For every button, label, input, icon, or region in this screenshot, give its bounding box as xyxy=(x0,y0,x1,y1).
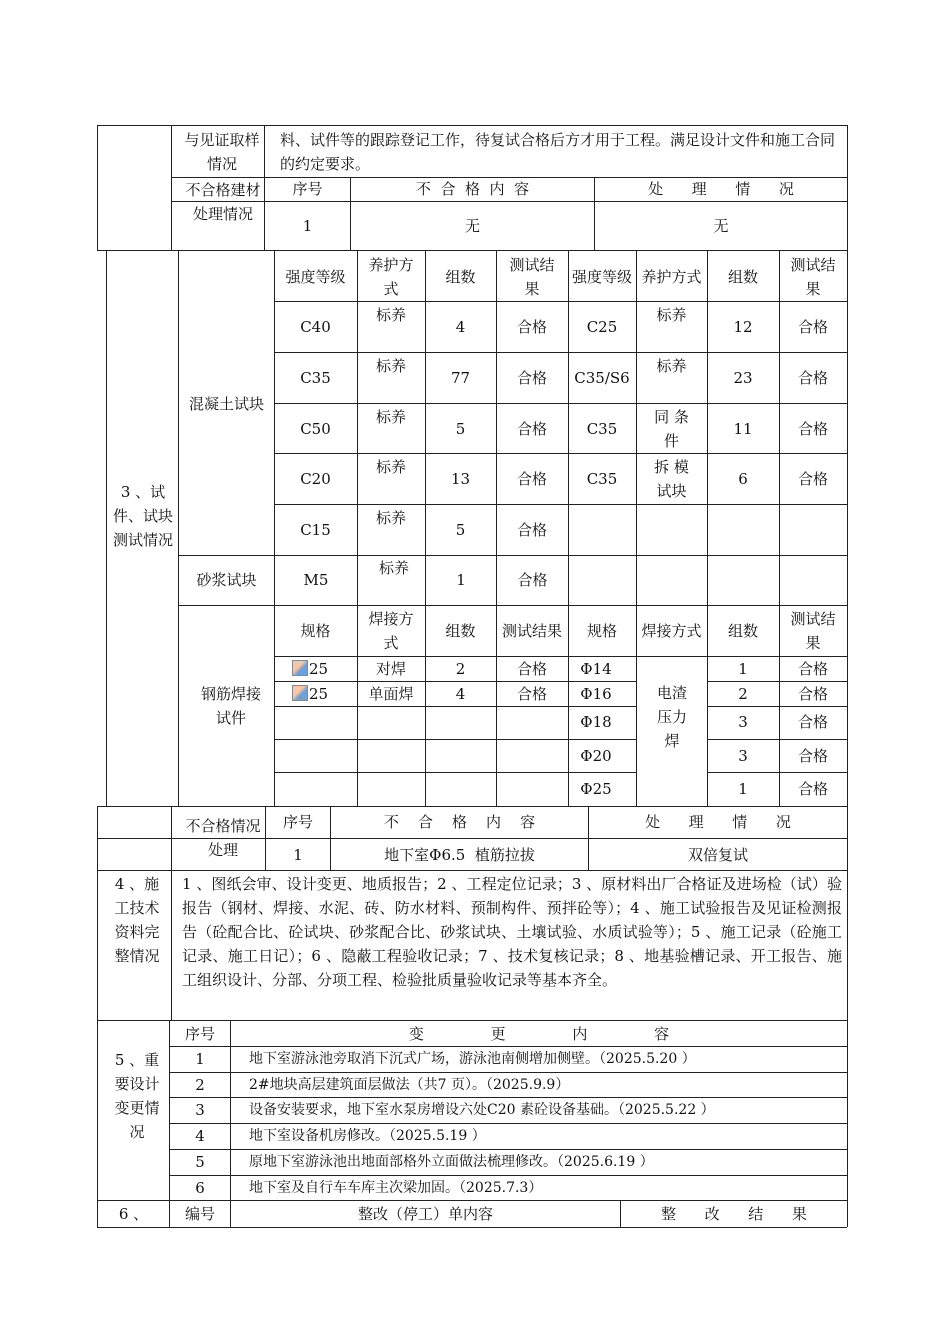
s1-header-handling: 处 理 情 况 xyxy=(648,180,794,198)
concrete-cell-0-3: 合格 xyxy=(516,318,547,336)
mortar-grade: M5 xyxy=(303,571,329,589)
nc-header-content: 不 合 格 内 容 xyxy=(383,813,536,831)
s5-header-content: 变 更 内 容 xyxy=(408,1025,670,1043)
weld-header-2: 组数 xyxy=(445,622,476,640)
s1-row-handling: 无 xyxy=(713,217,729,235)
concrete-cell-2-0: C50 xyxy=(300,420,331,438)
rebar-weld-label: 钢筋焊接试件 xyxy=(200,685,261,727)
concrete-header-1: 养护方式 xyxy=(368,256,414,298)
weld-left-spec-value: 25 xyxy=(309,660,329,678)
design-change-content-4: 原地下室游泳池出地面部格外立面做法梳理修改。（2025.6.19 ） xyxy=(249,1154,654,1170)
weld-right-groups-1: 2 xyxy=(738,685,748,703)
concrete-curing-2-5: 同 条件 xyxy=(654,408,689,450)
tech-docs-text: 1 、图纸会审、设计变更、地质报告；2 、工程定位记录；3 、原材料出厂合格证及进场检（试）验报告（钢材、焊接、水泥、砖、防水材料、预制构件、预拌砼等）；4 、施工试验报告及见证检测报告（砼配合比、砼试块、砂浆配合比、砂浆试块、土壤试验、水质试验等）；5 、施工记录（砼施工记录、施工日记）；6 、隐蔽工程验收记录；7 、技术复核记录；8 、地基验槽记录、开工报告、施工组织设计、分部、分项工程、检验批质量验收记录等基本齐全。 xyxy=(182,875,842,989)
concrete-cell-3-4: C35 xyxy=(586,470,618,488)
concrete-curing-0-1: 标养 xyxy=(375,306,406,324)
nc-header-handling: 处 理 情 况 xyxy=(645,813,791,831)
concrete-cell-0-6: 12 xyxy=(733,318,753,336)
concrete-header-2: 组数 xyxy=(445,268,476,286)
weld-right-result-3: 合格 xyxy=(797,747,828,765)
weld-right-result-2: 合格 xyxy=(797,713,828,731)
concrete-header-7: 测试结果 xyxy=(790,256,836,298)
weld-left-cell-0-2: 2 xyxy=(455,660,466,678)
weld-left-spec-1 xyxy=(292,682,328,706)
concrete-cell-4-2: 5 xyxy=(455,521,466,539)
concrete-cell-2-4: C35 xyxy=(586,420,618,438)
concrete-curing-3-5: 拆 模试块 xyxy=(654,458,689,500)
s5-header-no: 序号 xyxy=(184,1025,215,1043)
concrete-cell-1-4: C35/S6 xyxy=(574,369,630,387)
mortar-block-label: 砂浆试块 xyxy=(196,571,257,589)
concrete-header-0: 强度等级 xyxy=(285,268,346,286)
tech-docs-section-label: 4 、施工技术资料完整情况 xyxy=(114,875,160,965)
weld-right-groups-2: 3 xyxy=(738,713,748,731)
weld-right-spec-0: Φ14 xyxy=(580,660,612,678)
mortar-result: 合格 xyxy=(517,571,548,589)
weld-right-spec-4: Φ25 xyxy=(580,780,612,798)
witness-sampling-label: 与见证取样情况 xyxy=(184,131,260,173)
concrete-cell-1-7: 合格 xyxy=(797,369,828,387)
design-change-no-3: 4 xyxy=(195,1127,205,1145)
weld-right-spec-2: Φ18 xyxy=(580,713,612,731)
nc-header-no: 序号 xyxy=(282,813,313,831)
weld-right-result-4: 合格 xyxy=(797,780,828,798)
concrete-cell-3-3: 合格 xyxy=(516,470,547,488)
design-change-content-2: 设备安装要求，地下室水泵房增设六处C20 素砼设备基础。（2025.5.22 ） xyxy=(249,1102,715,1118)
witness-sampling-text: 料、试件等的跟踪登记工作，待复试合格后方才用于工程。满足设计文件和施工合同的约定要求。 xyxy=(280,131,836,173)
weld-right-result-0: 合格 xyxy=(797,660,828,678)
concrete-cell-4-3: 合格 xyxy=(516,521,547,539)
weld-header-0: 规格 xyxy=(300,622,331,640)
weld-left-cell-1-1: 单面焊 xyxy=(368,685,414,703)
weld-header-5: 焊接方式 xyxy=(641,622,702,640)
weld-left-cell-1-2: 4 xyxy=(455,685,466,703)
concrete-cell-2-6: 11 xyxy=(733,420,753,438)
nc-row-no: 1 xyxy=(293,846,303,864)
concrete-cell-1-6: 23 xyxy=(733,369,753,387)
s1-header-content: 不 合 格 内 容 xyxy=(415,180,530,198)
concrete-cell-3-6: 6 xyxy=(738,470,748,488)
concrete-curing-1-1: 标养 xyxy=(375,357,406,375)
mortar-curing: 标养 xyxy=(378,559,409,577)
concrete-cell-2-2: 5 xyxy=(455,420,466,438)
nc-row-content: 地下室Φ6.5 植筋拉拔 xyxy=(384,846,535,864)
concrete-cell-0-7: 合格 xyxy=(797,318,828,336)
weld-left-cell-1-3: 合格 xyxy=(516,685,547,703)
nonconforming-material-label: 不合格建材处理情况 xyxy=(185,181,261,223)
weld-left-cell-0-3: 合格 xyxy=(516,660,547,678)
concrete-header-4: 强度等级 xyxy=(571,268,632,286)
weld-header-6: 组数 xyxy=(727,622,758,640)
concrete-curing-4-1: 标养 xyxy=(375,509,406,527)
design-change-content-0: 地下室游泳池旁取消下沉式广场，游泳池南侧增加侧壁。（2025.5.20 ） xyxy=(249,1051,696,1067)
weld-right-spec-3: Φ20 xyxy=(580,747,612,765)
concrete-cell-0-2: 4 xyxy=(455,318,466,336)
design-change-no-4: 5 xyxy=(195,1153,205,1171)
concrete-cell-2-3: 合格 xyxy=(516,420,547,438)
test-blocks-section-label: 3 、试件、试块测试情况 xyxy=(112,483,173,549)
nonconforming-handling-label: 不合格情况处理 xyxy=(185,817,261,859)
concrete-cell-1-3: 合格 xyxy=(516,369,547,387)
concrete-cell-2-7: 合格 xyxy=(797,420,828,438)
weld-header-3: 测试结果 xyxy=(501,622,562,640)
design-changes-section-label: 5 、重要设计变更情况 xyxy=(114,1051,160,1141)
s1-row-content: 无 xyxy=(464,217,480,235)
weld-right-groups-4: 1 xyxy=(738,780,748,798)
concrete-header-3: 测试结果 xyxy=(509,256,555,298)
nc-row-handling: 双倍复试 xyxy=(687,846,748,864)
rebar-symbol-icon xyxy=(292,660,308,676)
mortar-groups: 1 xyxy=(456,571,466,589)
s6-header-no: 编号 xyxy=(184,1205,215,1223)
weld-left-cell-0-1: 对焊 xyxy=(375,660,406,678)
concrete-curing-1-5: 标养 xyxy=(656,357,687,375)
concrete-curing-0-5: 标养 xyxy=(656,306,687,324)
weld-right-groups-3: 3 xyxy=(738,747,748,765)
design-change-content-5: 地下室及自行车车库主次梁加固。（2025.7.3） xyxy=(249,1180,543,1196)
concrete-cell-0-0: C40 xyxy=(300,318,331,336)
weld-right-result-1: 合格 xyxy=(797,685,828,703)
rebar-symbol-icon xyxy=(292,685,308,701)
concrete-cell-3-0: C20 xyxy=(300,470,331,488)
design-change-no-0: 1 xyxy=(195,1050,205,1068)
design-change-content-3: 地下室设备机房修改。（2025.5.19 ） xyxy=(249,1128,486,1144)
concrete-cell-1-2: 77 xyxy=(450,369,471,387)
weld-left-spec-value: 25 xyxy=(309,685,329,703)
weld-header-1: 焊接方式 xyxy=(368,610,414,652)
weld-header-7: 测试结果 xyxy=(790,610,836,652)
concrete-curing-2-1: 标养 xyxy=(375,408,406,426)
s1-row-no: 1 xyxy=(302,217,313,235)
weld-header-4: 规格 xyxy=(586,622,617,640)
concrete-cell-3-7: 合格 xyxy=(797,470,828,488)
weld-right-spec-1: Φ16 xyxy=(580,685,612,703)
weld-right-groups-0: 1 xyxy=(738,660,748,678)
design-change-no-5: 6 xyxy=(195,1179,205,1197)
concrete-cell-1-0: C35 xyxy=(300,369,331,387)
s1-header-no: 序号 xyxy=(292,180,323,198)
weld-left-spec-0 xyxy=(292,657,328,681)
concrete-cell-0-4: C25 xyxy=(586,318,618,336)
concrete-cell-4-0: C15 xyxy=(300,521,331,539)
design-change-content-1: 2#地块高层建筑面层做法（共7 页）。（2025.9.9） xyxy=(249,1077,570,1093)
rectification-section-label: 6 、 xyxy=(118,1205,149,1223)
design-change-no-1: 2 xyxy=(195,1076,205,1094)
concrete-block-label: 混凝土试块 xyxy=(188,395,264,413)
concrete-curing-3-1: 标养 xyxy=(375,458,406,476)
s6-header-content: 整改（停工）单内容 xyxy=(357,1205,493,1223)
concrete-cell-3-2: 13 xyxy=(450,470,471,488)
concrete-header-5: 养护方式 xyxy=(641,268,702,286)
concrete-header-6: 组数 xyxy=(727,268,758,286)
design-change-no-2: 3 xyxy=(195,1101,205,1119)
electroslag-weld-label: 电渣压力焊 xyxy=(656,684,687,750)
s6-header-result: 整 改 结 果 xyxy=(661,1205,807,1223)
